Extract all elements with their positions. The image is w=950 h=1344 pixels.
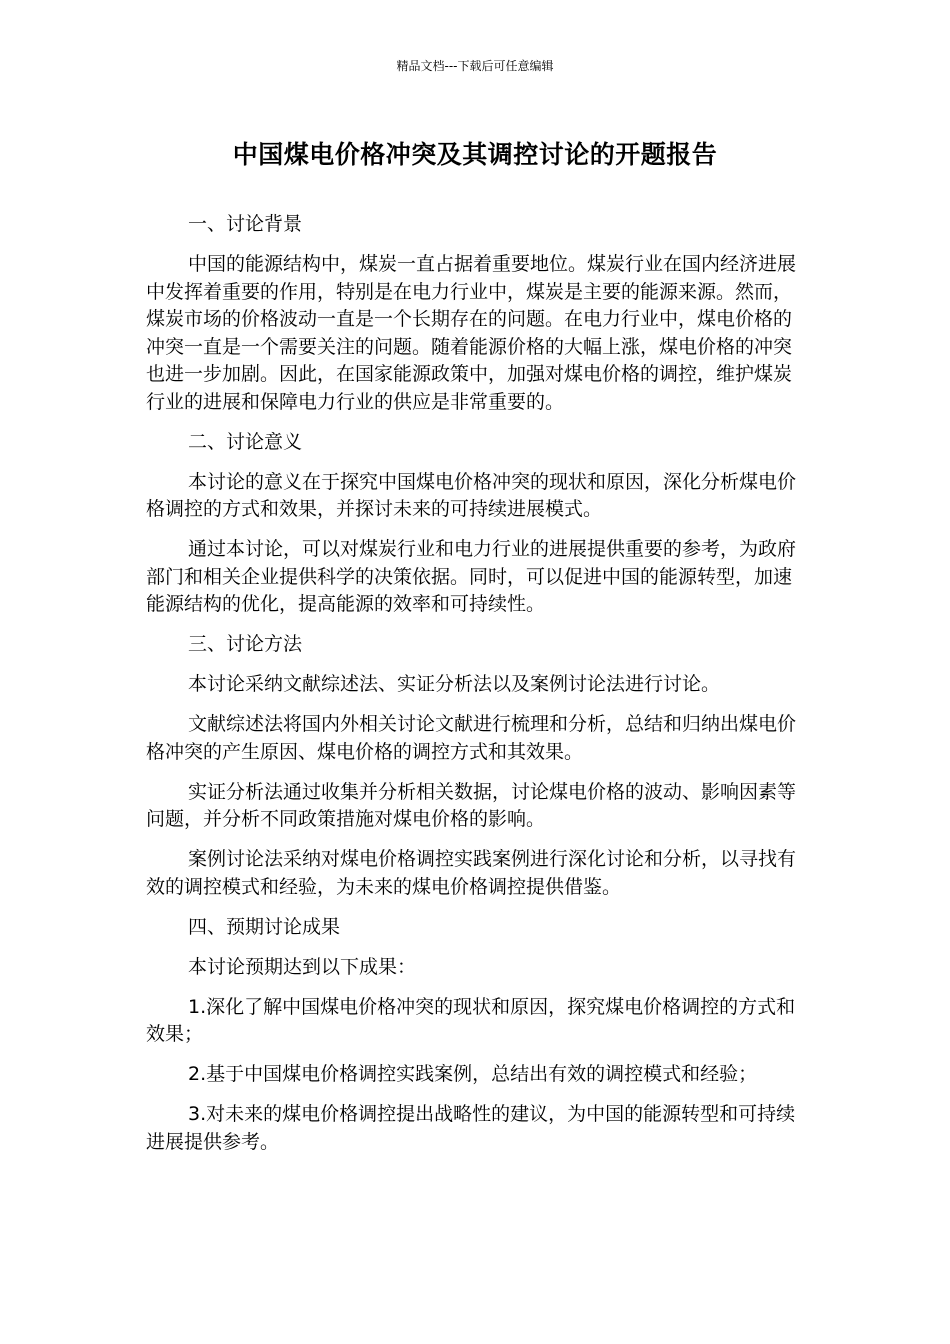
results-intro-paragraph: 本讨论预期达到以下成果： (188, 955, 417, 978)
significance-paragraph-2: 通过本讨论，可以对煤炭行业和电力行业的进展提供重要的参考，为政府部门和相关企业提供科学的决策依据。同时，可以促进中国的能源转型，加速能源结构的优化，提高能源的效率和可持续性。 (146, 538, 797, 615)
document-title: 中国煤电价格冲突及其调控讨论的开题报告 (232, 140, 718, 169)
section-heading-methods: 三、讨论方法 (188, 633, 303, 655)
methods-paragraph-1: 本讨论采纳文献综述法、实证分析法以及案例讨论法进行讨论。 (188, 673, 721, 695)
section-heading-significance: 二、讨论意义 (188, 430, 303, 453)
methods-paragraph-2: 文献综述法将国内外相关讨论文献进行梳理和分析，总结和归纳出煤电价格冲突的产生原因、煤电价格的调控方式和其效果。 (146, 713, 797, 763)
document-body (146, 211, 802, 1169)
results-item-1: 1.深化了解中国煤电价格冲突的现状和原因，探究煤电价格调控的方式和效果； (146, 995, 796, 1045)
methods-paragraph-4: 案例讨论法采纳对煤电价格调控实践案例进行深化讨论和分析，以寻找有效的调控模式和经验，为未来的煤电价格调控提供借鉴。 (146, 848, 797, 898)
page-header-note: 精品文档---下载后可任意编辑 (396, 59, 554, 73)
section-heading-expected-results: 四、预期讨论成果 (188, 915, 341, 938)
methods-paragraph-3: 实证分析法通过收集并分析相关数据，讨论煤电价格的波动、影响因素等问题，并分析不同政策措施对煤电价格的影响。 (146, 780, 797, 830)
significance-paragraph-1: 本讨论的意义在于探究中国煤电价格冲突的现状和原因，深化分析煤电价格调控的方式和效果，并探讨未来的可持续进展模式。 (146, 470, 797, 520)
results-item-2: 2.基于中国煤电价格调控实践案例，总结出有效的调控模式和经验； (188, 1063, 758, 1085)
background-paragraph: 中国的能源结构中，煤炭一直占据着重要地位。煤炭行业在国内经济进展中发挥着重要的作用，特别是在电力行业中，煤炭是主要的能源来源。然而，煤炭市场的价格波动一直是一个长期存在的问题。在电力行业中，煤电价格的冲突一直是一个需要关注的问题。随着能源价格的大幅上涨，煤电价格的冲突也进一步加剧。因此，在国家能源政策中，加强对煤电价格的调控，维护煤炭行业的进展和保障电力行业的供应是非常重要的。 (146, 253, 797, 413)
results-item-3: 3.对未来的煤电价格调控提出战略性的建议，为中国的能源转型和可持续进展提供参考。 (146, 1103, 796, 1153)
section-heading-background: 一、讨论背景 (188, 213, 303, 235)
